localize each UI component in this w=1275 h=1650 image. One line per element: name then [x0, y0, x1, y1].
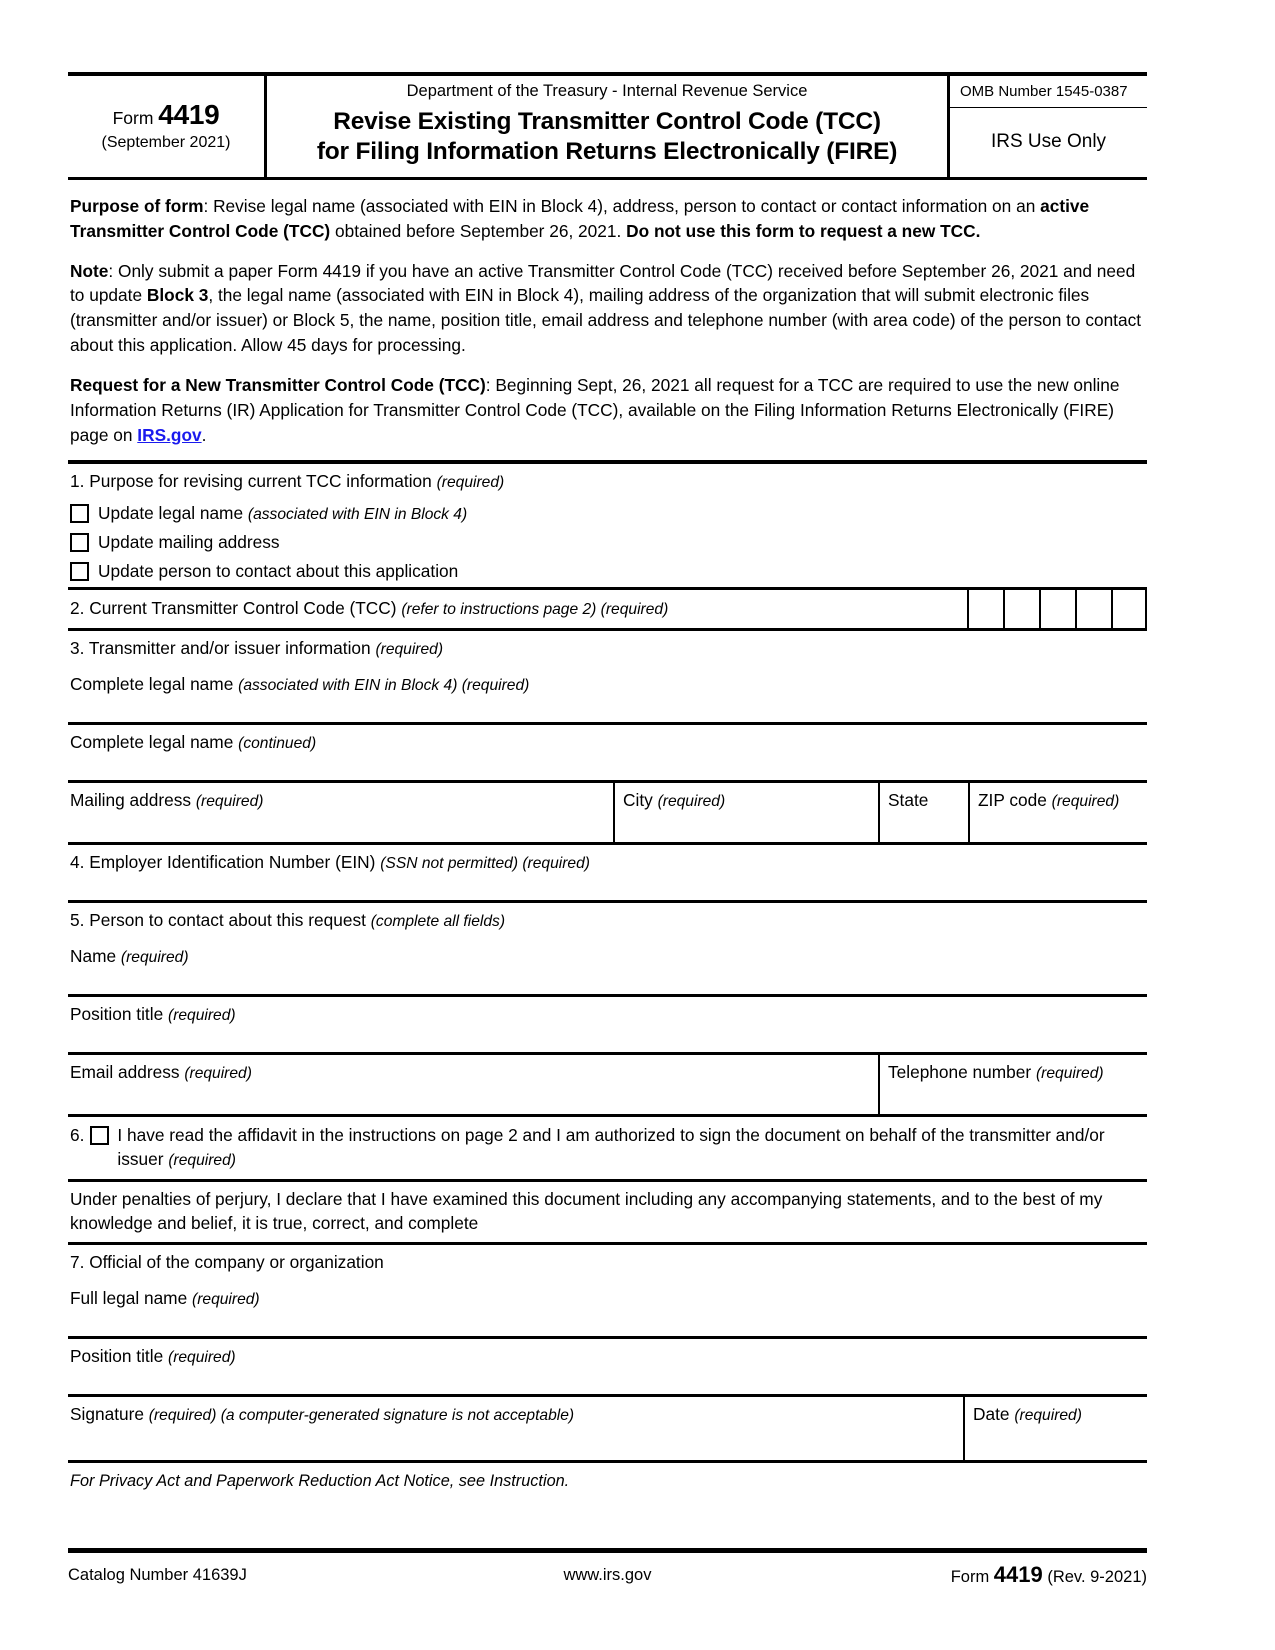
privacy-act-notice: For Privacy Act and Paperwork Reduction Act Notice, see Instruction.	[70, 1472, 570, 1491]
omb-block	[947, 76, 1147, 177]
signature-label-note: (required) (a computer-generated signature is not acceptable)	[148, 1407, 575, 1425]
department-line: Department of the Treasury - Internal Revenue Service	[406, 82, 808, 100]
state-label	[888, 789, 966, 813]
block-7-full-legal-name-field[interactable]	[68, 1281, 1147, 1339]
date-label-note: (required)	[1014, 1407, 1082, 1425]
email-label-text: Email address	[70, 1061, 180, 1082]
mailing-address-label-note: (required)	[195, 792, 264, 810]
legal-name-cont-label	[70, 731, 1145, 755]
email-label-note: (required)	[184, 1064, 252, 1082]
telephone-label-note: (required)	[1035, 1064, 1104, 1082]
instructions-section	[68, 180, 1147, 464]
block-3-address-row	[68, 783, 1147, 845]
request-text-1: : Beginning Sept, 26, 2021 all request for a TCC are required to use the new online Information Returns (IR) Application for Transmitter Control Code (TCC), available on the Filing Information Returns Electronically (FIRE) page on	[70, 375, 1120, 445]
form-title	[275, 107, 939, 167]
option-label	[98, 533, 280, 552]
catalog-number: Catalog Number 41639J	[68, 1565, 247, 1584]
form-number: 4419	[158, 98, 220, 130]
block-5-heading-row	[68, 903, 1147, 939]
email-field[interactable]	[68, 1055, 878, 1114]
official-full-name-label-note: (required)	[192, 1291, 260, 1309]
purpose-bold-1: active Transmitter Control Code (TCC)	[70, 195, 1090, 241]
city-label-text: City	[623, 789, 653, 810]
block-5-heading-text: 5. Person to contact about this request	[70, 909, 366, 930]
block-6-text-wrap	[117, 1124, 1145, 1172]
block-2-label-wrap	[68, 590, 967, 628]
tcc-char-box-3[interactable]	[1039, 590, 1075, 628]
block-3-heading-text: 3. Transmitter and/or issuer information	[70, 638, 371, 659]
purpose-text-2: obtained before September 26, 2021.	[330, 220, 627, 241]
block-1-heading-text: 1. Purpose for revising current TCC information	[70, 470, 432, 491]
contact-position-label	[70, 1003, 1145, 1027]
zip-field[interactable]	[968, 783, 1147, 842]
footer-revision: (Rev. 9-2021)	[1047, 1568, 1147, 1586]
form-sheet	[68, 72, 1147, 1491]
official-full-name-label	[70, 1287, 1145, 1311]
perjury-statement-row	[68, 1182, 1147, 1245]
footer-form-number: 4419	[993, 1562, 1043, 1587]
form-title-block	[267, 76, 947, 177]
request-text-2: .	[201, 425, 207, 445]
city-label-note: (required)	[657, 792, 726, 810]
option-label	[98, 562, 458, 581]
form-footer	[68, 1548, 1147, 1588]
legal-name-label	[70, 673, 1145, 697]
tcc-char-box-1[interactable]	[967, 590, 1003, 628]
checkbox-icon[interactable]	[70, 504, 89, 523]
block-6-note: (required)	[168, 1151, 236, 1169]
tcc-char-box-2[interactable]	[1003, 590, 1039, 628]
telephone-label	[888, 1061, 1145, 1085]
legal-name-label-note: (associated with EIN in Block 4) (required)	[238, 676, 530, 694]
irs-gov-link[interactable]: IRS.gov	[137, 425, 202, 445]
form-title-line-1: Revise Existing Transmitter Control Code (TCC)	[333, 108, 881, 135]
email-label	[70, 1061, 876, 1085]
purpose-paragraph	[70, 194, 1145, 244]
omb-number: OMB Number 1545-0387	[950, 76, 1147, 108]
purpose-text-1: : Revise legal name (associated with EIN in Block 4), address, person to contact or contact information on an	[203, 195, 1041, 216]
block-7-position-field[interactable]	[68, 1339, 1147, 1397]
perjury-statement: Under penalties of perjury, I declare that I have examined this document including any accompanying statements, and to the best of my knowledge and belief, it is true, correct, and complete	[70, 1189, 1103, 1234]
purpose-bold-2: Do not use this form to request a new TCC.	[626, 220, 981, 241]
block-2-label-text: 2. Current Transmitter Control Code (TCC)	[70, 598, 397, 619]
block-1-option-update-mailing-address[interactable]	[70, 533, 1145, 552]
option-text: Update legal name	[98, 502, 244, 523]
request-label: Request for a New Transmitter Control Code (TCC)	[70, 375, 486, 396]
zip-label	[978, 789, 1145, 813]
contact-position-label-note: (required)	[168, 1006, 236, 1024]
footer-form-identity	[759, 1562, 1147, 1588]
checkbox-icon[interactable]	[90, 1126, 109, 1145]
footer-form-word: Form	[950, 1568, 990, 1586]
form-number-line	[113, 99, 220, 131]
checkbox-icon[interactable]	[70, 562, 89, 581]
block-6-text: I have read the affidavit in the instructions on page 2 and I am authorized to sign the document on behalf of the transmitter and/or issuer	[117, 1124, 1105, 1169]
note-bold-1: Block 3	[146, 285, 209, 306]
date-label-text: Date	[973, 1404, 1010, 1425]
tcc-char-box-4[interactable]	[1075, 590, 1111, 628]
zip-label-text: ZIP code	[978, 789, 1047, 810]
tcc-char-box-5[interactable]	[1111, 590, 1147, 628]
block-3-legal-name-field[interactable]	[68, 667, 1147, 725]
official-position-label-note: (required)	[168, 1349, 236, 1367]
contact-name-label-text: Name	[70, 945, 117, 966]
note-paragraph	[70, 259, 1145, 359]
block-3-heading	[70, 637, 1145, 661]
irs-website: www.irs.gov	[563, 1565, 652, 1584]
form-identity-block	[68, 76, 267, 177]
ein-label-text: 4. Employer Identification Number (EIN)	[70, 851, 376, 872]
block-5-heading	[70, 909, 1145, 933]
block-1-heading	[70, 470, 1145, 494]
block-7-heading-row	[68, 1245, 1147, 1281]
signature-label	[70, 1403, 961, 1427]
state-field[interactable]	[878, 783, 968, 842]
block-2-label-note: (refer to instructions page 2) (required)	[401, 601, 669, 619]
option-label	[98, 504, 467, 523]
block-7-heading: 7. Official of the company or organization	[70, 1252, 384, 1273]
date-field[interactable]	[963, 1397, 1147, 1460]
signature-label-text: Signature	[70, 1404, 144, 1425]
official-position-label-text: Position title	[70, 1346, 164, 1367]
block-1-purpose	[68, 464, 1147, 590]
ein-label	[70, 851, 1145, 875]
block-3-legal-name-continued-field[interactable]	[68, 725, 1147, 783]
mailing-address-label	[70, 789, 611, 813]
form-revision-date: (September 2021)	[101, 133, 231, 151]
option-note: (associated with EIN in Block 4)	[247, 505, 468, 523]
state-label-text: State	[888, 789, 929, 810]
block-1-heading-note: (required)	[436, 473, 505, 491]
form-title-line-2: for Filing Information Returns Electronically (FIRE)	[316, 137, 898, 165]
block-2-label	[70, 597, 668, 621]
block-5-email-phone-row	[68, 1055, 1147, 1117]
date-label	[973, 1403, 1145, 1427]
legal-name-cont-label-text: Complete legal name	[70, 731, 234, 752]
zip-label-note: (required)	[1051, 792, 1120, 810]
block-5-heading-note: (complete all fields)	[370, 912, 506, 930]
block-7-signature-row	[68, 1397, 1147, 1463]
legal-name-label-text: Complete legal name	[70, 673, 234, 694]
mailing-address-label-text: Mailing address	[70, 789, 192, 810]
option-text: Update person to contact about this application	[98, 561, 459, 582]
block-6-number: 6.	[70, 1124, 85, 1145]
block-3-heading-row	[68, 631, 1147, 667]
purpose-label: Purpose of form	[70, 195, 204, 216]
ein-label-note: (SSN not permitted) (required)	[380, 854, 590, 872]
mailing-address-field[interactable]	[68, 783, 613, 842]
block-3-heading-note: (required)	[375, 641, 444, 659]
city-field[interactable]	[613, 783, 878, 842]
telephone-label-text: Telephone number	[888, 1061, 1032, 1082]
signature-field[interactable]	[68, 1397, 963, 1460]
contact-name-label-note: (required)	[120, 948, 189, 966]
note-label: Note	[70, 260, 109, 281]
contact-name-label	[70, 945, 1145, 969]
block-2-current-tcc	[68, 590, 1147, 631]
option-text: Update mailing address	[98, 531, 280, 552]
block-6-affidavit[interactable]	[68, 1117, 1147, 1183]
contact-position-label-text: Position title	[70, 1003, 164, 1024]
tcc-character-boxes	[967, 590, 1147, 628]
block-1-option-update-contact-person[interactable]	[70, 562, 1145, 581]
irs-use-only-label: IRS Use Only	[990, 131, 1107, 153]
city-label	[623, 789, 876, 813]
legal-name-cont-label-note: (continued)	[238, 734, 317, 752]
telephone-field[interactable]	[878, 1055, 1147, 1114]
block-1-option-update-legal-name[interactable]	[70, 504, 1145, 523]
form-header	[68, 72, 1147, 180]
form-word: Form	[112, 107, 154, 128]
note-text-1: : Only submit a paper Form 4419 if you have an active Transmitter Control Code (TCC) received before September 26, 2021 and need to update	[70, 260, 1136, 306]
block-5-position-field[interactable]	[68, 997, 1147, 1055]
new-tcc-request-paragraph	[70, 373, 1145, 448]
official-full-name-label-text: Full legal name	[70, 1288, 188, 1309]
block-4-ein-field[interactable]	[68, 845, 1147, 903]
note-text-2: , the legal name (associated with EIN in Block 4), mailing address of the organization that will submit electronic files (transmitter and/or issuer) or Block 5, the name, position title, email address and telephone number (with area code) of the person to contact about this application. Allow 45 days for processing.	[70, 285, 1142, 356]
official-position-label	[70, 1345, 1145, 1369]
block-5-name-field[interactable]	[68, 939, 1147, 997]
checkbox-icon[interactable]	[70, 533, 89, 552]
